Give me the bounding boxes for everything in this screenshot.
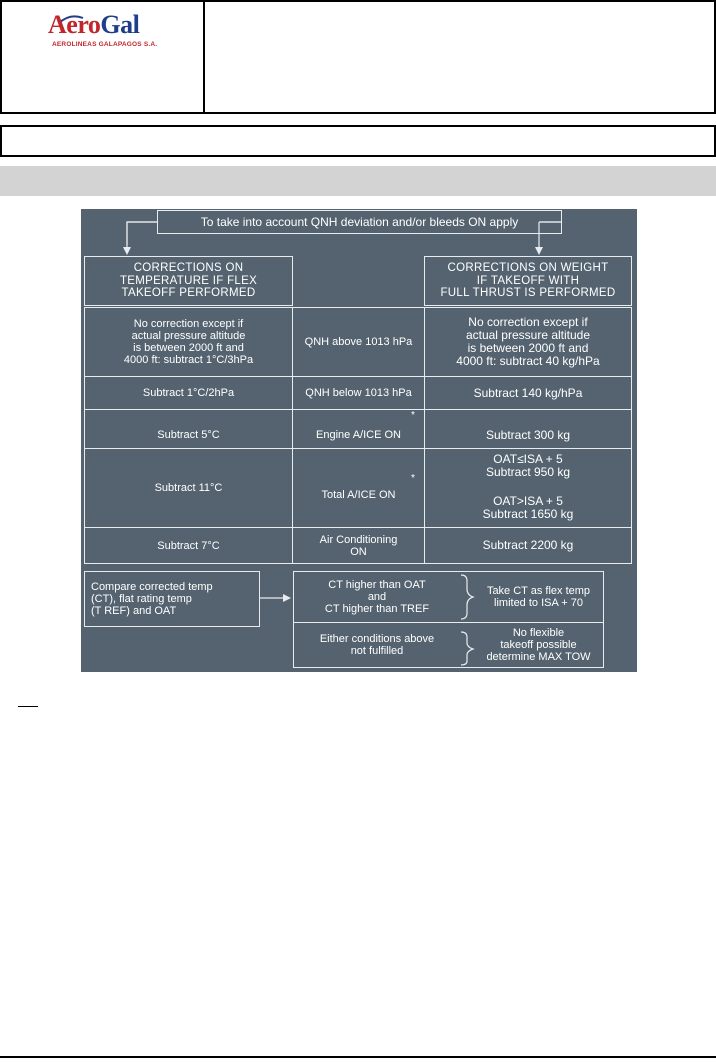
note-underline [18, 706, 38, 707]
condition-engine-aice: Engine A/ICE ON [292, 409, 425, 449]
weight-correction-total-aice-high-oat: OAT>ISA + 5 Subtract 1650 kg [482, 494, 574, 521]
arrow-head-right [535, 247, 543, 255]
compare-temperatures-box: Compare corrected temp (CT), flat rating temp (T REF) and OAT [84, 571, 260, 627]
arrow-head-compare [283, 594, 291, 602]
logo-word-aero: Aero [48, 10, 101, 39]
temp-correction-qnh-below: Subtract 1°C/2hPa [84, 376, 293, 410]
asterisk-engine-aice: * [411, 410, 415, 421]
weight-correction-air-conditioning: Subtract 2200 kg [424, 527, 632, 564]
temp-correction-engine-aice: Subtract 5°C [84, 409, 293, 449]
condition-air-conditioning: Air Conditioning ON [292, 527, 425, 564]
weight-correction-qnh-below: Subtract 140 kg/hPa [424, 376, 632, 410]
weight-correction-engine-aice: Subtract 300 kg [424, 409, 632, 449]
condition-total-aice: Total A/ICE ON [292, 448, 425, 528]
result-flex-temp: Take CT as flex temp limited to ISA + 70 [486, 585, 591, 609]
weight-correction-total-aice-low-oat: OAT≤ISA + 5 Subtract 950 kg [485, 452, 571, 479]
footer-rule [0, 1056, 716, 1058]
asterisk-total-aice: * [411, 473, 415, 484]
weight-corrections-header: CORRECTIONS ON WEIGHT IF TAKEOFF WITH FULL THRUST IS PERFORMED [424, 256, 632, 306]
logo-subtitle: AEROLINEAS GALAPAGOS S.A. [52, 41, 158, 48]
condition-ct-higher: CT higher than OAT and CT higher than TREF [324, 579, 430, 615]
section-heading-bar [0, 166, 716, 196]
top-instruction-box: To take into account QNH deviation and/or bleeds ON apply [157, 210, 562, 234]
aerogal-logo [48, 10, 178, 50]
document-title-bar [0, 125, 716, 157]
result-no-flex-takeoff: No flexible takeoff possible determine MAX TOW [486, 627, 591, 663]
logo-word-gal: Gal [100, 10, 140, 39]
temperature-corrections-header: CORRECTIONS ON TEMPERATURE IF FLEX TAKEOFF PERFORMED [84, 256, 293, 306]
temp-correction-total-aice: Subtract 11°C [84, 448, 293, 528]
corrections-diagram [81, 209, 637, 672]
logo-wordmark [48, 10, 139, 40]
temp-correction-air-conditioning: Subtract 7°C [84, 527, 293, 564]
condition-qnh-above: QNH above 1013 hPa [292, 307, 425, 377]
weight-correction-qnh-above: No correction except if actual pressure altitude is between 2000 ft and 4000 ft: subtract 40 kg/hPa [424, 307, 632, 377]
condition-qnh-below: QNH below 1013 hPa [292, 376, 425, 410]
header-divider [203, 0, 205, 114]
condition-not-fulfilled: Either conditions above not fulfilled [319, 633, 435, 657]
connector-left [127, 222, 157, 245]
temp-correction-qnh-above: No correction except if actual pressure altitude is between 2000 ft and 4000 ft: subtract 1°C/3hPa [84, 307, 293, 377]
arrow-head-left [123, 247, 131, 255]
